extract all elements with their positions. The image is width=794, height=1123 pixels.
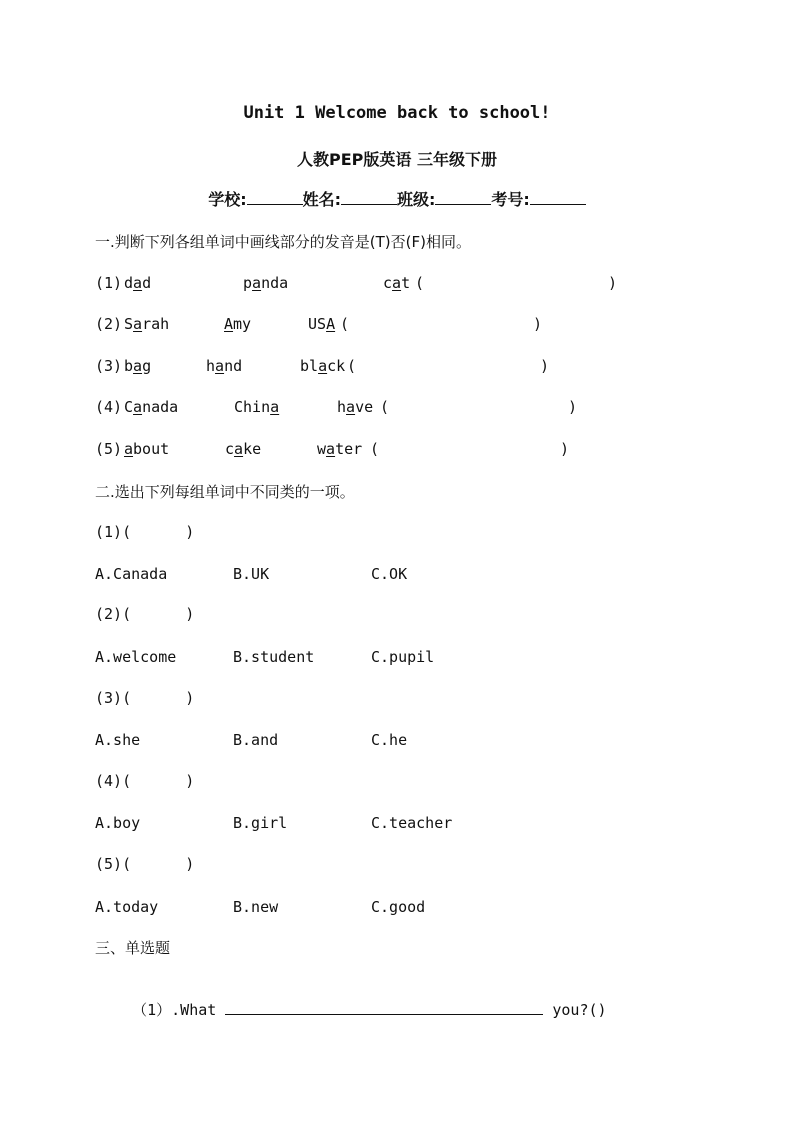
- item-number: (2): [95, 315, 123, 333]
- underlined-letter: a: [392, 274, 402, 292]
- option-a: A.boy: [95, 814, 141, 832]
- word-2: cake: [225, 440, 262, 458]
- underlined-letter: a: [133, 315, 143, 333]
- option-a: A.today: [95, 898, 159, 916]
- answer-paren-open[interactable]: (: [415, 274, 425, 292]
- question-number: (4): [95, 772, 123, 790]
- option-c: C.good: [371, 898, 426, 916]
- word-1: about: [124, 440, 170, 458]
- answer-paren-open[interactable]: (: [340, 315, 350, 333]
- page-subtitle: 人教PEP版英语 三年级下册: [297, 150, 497, 169]
- option-b: B.girl: [233, 814, 288, 832]
- underlined-letter: a: [133, 398, 143, 416]
- answer-paren[interactable]: ( ): [122, 855, 195, 873]
- choice-question-number: [95, 855, 194, 873]
- word-2: Amy: [224, 315, 252, 333]
- underlined-letter: a: [346, 398, 356, 416]
- option-b: B.UK: [233, 565, 270, 583]
- option-b: B.and: [233, 731, 279, 749]
- name-field[interactable]: [341, 190, 397, 205]
- answer-paren-close: ): [533, 315, 543, 333]
- item-number: (5): [95, 440, 123, 458]
- underlined-letter: A: [224, 315, 234, 333]
- answer-paren[interactable]: ( ): [122, 772, 195, 790]
- page-title: Unit 1 Welcome back to school!: [243, 103, 551, 123]
- underlined-letter: a: [252, 274, 262, 292]
- word-1: Sarah: [124, 315, 170, 333]
- question-number: (2): [95, 605, 123, 623]
- underlined-letter: a: [318, 357, 328, 375]
- item-number: (4): [95, 398, 123, 416]
- choice-question-number: [95, 605, 194, 623]
- question-3-1-suffix: you?(): [552, 1001, 607, 1019]
- section2-heading: 二.选出下列每组单词中不同类的一项。: [95, 483, 355, 501]
- number-field[interactable]: [530, 190, 586, 205]
- section3-heading: 三、单选题: [95, 939, 171, 957]
- underlined-letter: a: [270, 398, 280, 416]
- option-b: B.new: [233, 898, 279, 916]
- section1-heading: 一.判断下列各组单词中画线部分的发音是(T)否(F)相同。: [95, 233, 471, 251]
- name-label: 姓名:: [302, 190, 341, 209]
- underlined-letter: a: [133, 357, 143, 375]
- underlined-letter: a: [326, 440, 336, 458]
- option-c: C.OK: [371, 565, 408, 583]
- word-3: have: [337, 398, 374, 416]
- answer-paren-open[interactable]: (: [370, 440, 380, 458]
- choice-question-number: [95, 523, 194, 541]
- underlined-letter: a: [124, 440, 134, 458]
- option-c: C.teacher: [371, 814, 453, 832]
- school-label: 学校:: [208, 190, 247, 209]
- number-label: 考号:: [491, 190, 530, 209]
- question-number: (3): [95, 689, 123, 707]
- class-field[interactable]: [435, 190, 491, 205]
- item-number: (3): [95, 357, 123, 375]
- underlined-letter: A: [326, 315, 336, 333]
- word-3: USA: [308, 315, 336, 333]
- word-2: China: [234, 398, 280, 416]
- word-3: cat: [383, 274, 411, 292]
- answer-paren-open[interactable]: (: [347, 357, 357, 375]
- word-1: dad: [124, 274, 152, 292]
- option-c: C.pupil: [371, 648, 435, 666]
- word-1: bag: [124, 357, 152, 375]
- word-3: black: [300, 357, 346, 375]
- item-number: (1): [95, 274, 123, 292]
- question-3-1: [96, 981, 607, 1038]
- word-2: panda: [243, 274, 289, 292]
- class-label: 班级:: [397, 190, 436, 209]
- answer-paren[interactable]: ( ): [122, 523, 195, 541]
- school-field[interactable]: [247, 190, 303, 205]
- word-1: Canada: [124, 398, 179, 416]
- underlined-letter: a: [133, 274, 143, 292]
- answer-paren-close: ): [540, 357, 550, 375]
- answer-paren-close: ): [560, 440, 570, 458]
- word-2: hand: [206, 357, 243, 375]
- word-3: water: [317, 440, 363, 458]
- option-a: A.Canada: [95, 565, 168, 583]
- option-b: B.student: [233, 648, 315, 666]
- option-a: A.she: [95, 731, 141, 749]
- question-3-1-blank[interactable]: [225, 1000, 543, 1015]
- option-a: A.welcome: [95, 648, 177, 666]
- option-c: C.he: [371, 731, 408, 749]
- student-info-line: [0, 187, 794, 210]
- answer-paren-close: ): [568, 398, 578, 416]
- question-number: (5): [95, 855, 123, 873]
- question-3-1-prefix: （1）.What: [132, 1001, 217, 1019]
- choice-question-number: [95, 689, 194, 707]
- underlined-letter: a: [215, 357, 225, 375]
- answer-paren-open[interactable]: (: [380, 398, 390, 416]
- answer-paren-close: ): [608, 274, 618, 292]
- underlined-letter: a: [234, 440, 244, 458]
- answer-paren[interactable]: ( ): [122, 605, 195, 623]
- answer-paren[interactable]: ( ): [122, 689, 195, 707]
- choice-question-number: [95, 772, 194, 790]
- question-number: (1): [95, 523, 123, 541]
